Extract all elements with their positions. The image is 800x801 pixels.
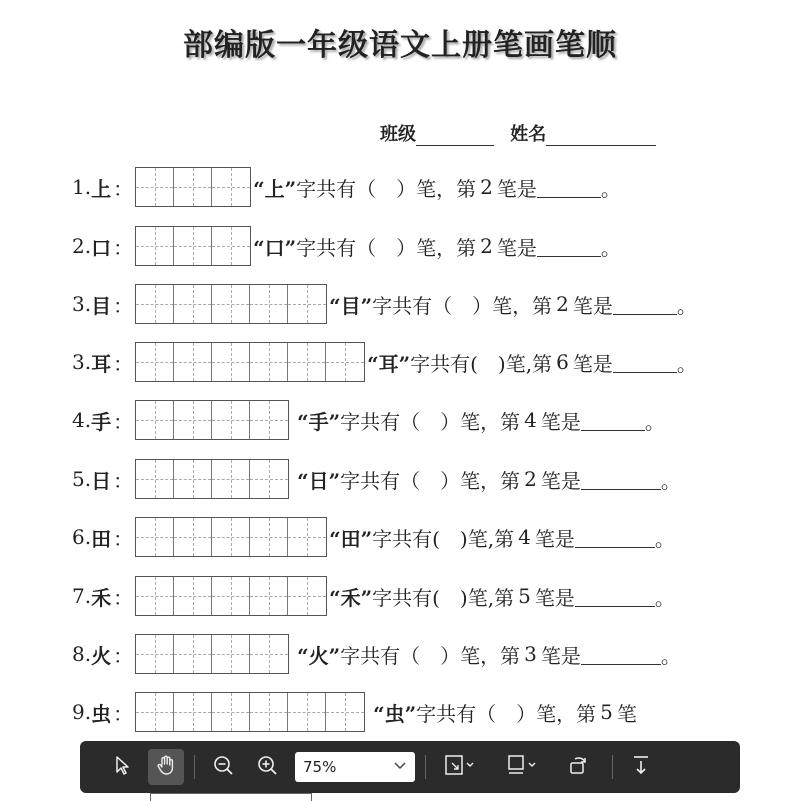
question-row: 1. 上 ： “上” 字共有（ ）笔，第 2 笔是 。 xyxy=(72,167,621,207)
writing-grid xyxy=(135,517,327,557)
hand-icon xyxy=(154,753,178,781)
writing-grid xyxy=(135,459,289,499)
zoom-out-button[interactable] xyxy=(205,749,241,785)
page-layout-icon xyxy=(505,753,539,781)
question-row: 9. 虫 ： “虫” 字共有（ ）笔，第 5 笔 xyxy=(72,692,637,732)
toolbar-separator xyxy=(425,755,426,779)
writing-grid xyxy=(135,342,365,382)
select-tool-button[interactable] xyxy=(104,749,140,785)
toolbar-separator xyxy=(194,755,195,779)
class-blank xyxy=(416,127,494,146)
question-row: 5. 日 ： “日” 字共有（ ）笔，第 2 笔是 。 xyxy=(72,459,681,499)
hand-tool-button[interactable] xyxy=(148,749,184,785)
answer-blank xyxy=(613,352,677,373)
toolbar-separator xyxy=(612,755,613,779)
question-row: 6. 田 ： “田” 字共有( )笔,第 4 笔是 。 xyxy=(72,517,675,557)
writing-grid xyxy=(135,226,251,266)
zoom-level-value: 75% xyxy=(303,758,337,776)
writing-grid xyxy=(135,284,327,324)
scroll-down-icon xyxy=(629,753,653,781)
question-row: 2. 口 ： “口” 字共有（ ）笔，第 2 笔是 。 xyxy=(72,226,621,266)
rotate-button[interactable] xyxy=(560,749,596,785)
select-arrow-icon xyxy=(111,754,133,780)
name-label: 姓名 xyxy=(510,124,547,145)
scroll-down-button[interactable] xyxy=(623,749,659,785)
question-number: 1. xyxy=(72,175,92,199)
answer-blank xyxy=(575,527,655,548)
chevron-down-icon xyxy=(393,758,407,776)
writing-grid xyxy=(135,634,289,674)
class-label: 班级 xyxy=(380,124,416,145)
writing-grid xyxy=(135,692,365,732)
answer-blank xyxy=(575,586,655,607)
fit-page-button[interactable] xyxy=(436,749,484,785)
answer-blank xyxy=(581,410,645,431)
writing-grid xyxy=(135,167,251,207)
answer-blank xyxy=(581,644,661,665)
answer-blank xyxy=(537,236,601,257)
viewer-toolbar xyxy=(80,741,740,793)
writing-grid xyxy=(135,576,327,616)
zoom-in-icon xyxy=(255,753,279,781)
question-row: 3. 耳 ： “耳” 字共有( )笔,第 6 笔是 。 xyxy=(72,342,697,382)
answer-blank xyxy=(537,177,601,198)
question-row: 3. 目 ： “目” 字共有（ ）笔，第 2 笔是 。 xyxy=(72,284,697,324)
question-row: 8. 火 ： “火” 字共有（ ）笔，第 3 笔是 。 xyxy=(72,634,681,674)
answer-blank xyxy=(581,469,661,490)
rotate-icon xyxy=(566,753,590,781)
question-row: 4. 手 ： “手” 字共有（ ）笔，第 4 笔是 。 xyxy=(72,400,665,440)
page-title: 部编版一年级语文上册笔画笔顺 xyxy=(183,28,617,63)
question-char: 上 xyxy=(91,176,112,201)
name-blank xyxy=(546,127,656,146)
zoom-level-select[interactable] xyxy=(295,752,415,782)
answer-blank xyxy=(613,294,677,315)
zoom-in-button[interactable] xyxy=(249,749,285,785)
fit-page-icon xyxy=(443,753,477,781)
class-name-row xyxy=(380,120,656,146)
page-layout-button[interactable] xyxy=(498,749,546,785)
writing-grid xyxy=(135,400,289,440)
zoom-out-icon xyxy=(211,753,235,781)
question-row: 7. 禾 ： “禾” 字共有( )笔,第 5 笔是 。 xyxy=(72,576,675,616)
